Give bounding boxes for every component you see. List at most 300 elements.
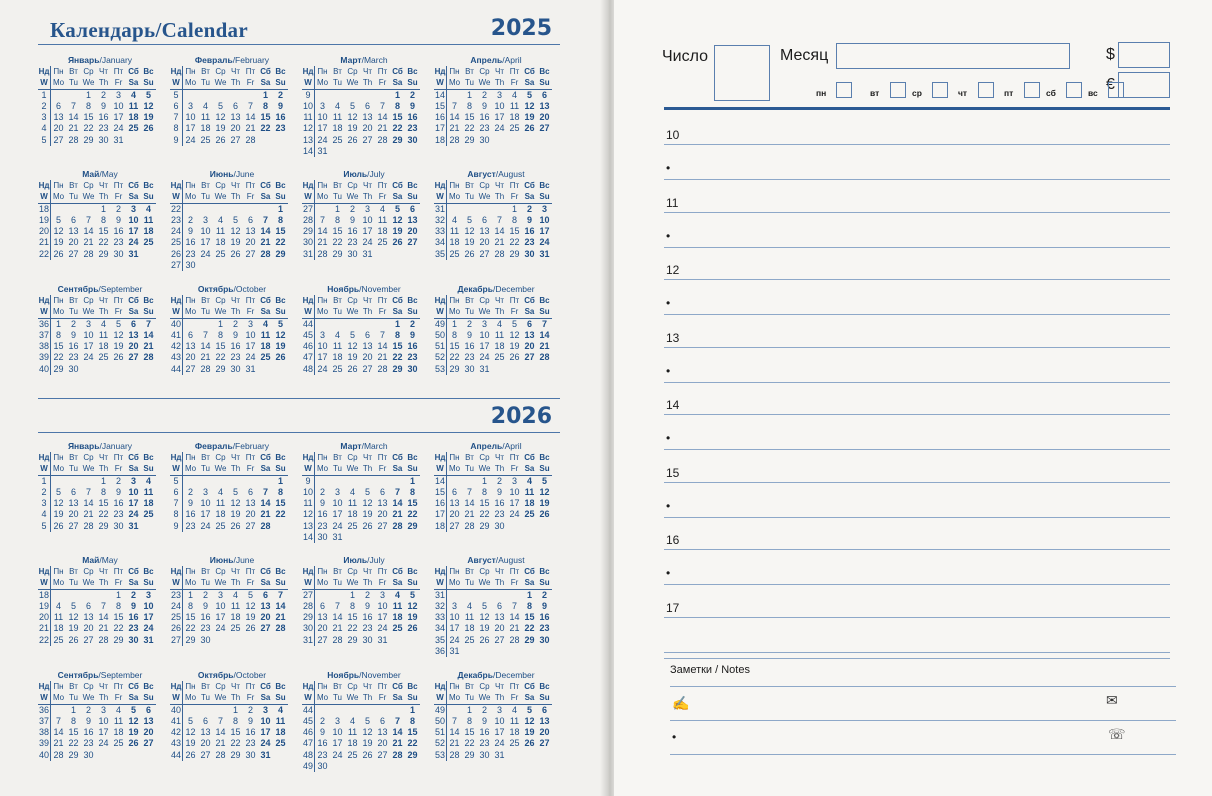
week-number: 9 bbox=[170, 521, 183, 532]
weekday-header: Tu bbox=[66, 77, 81, 89]
month-title bbox=[434, 284, 558, 295]
day-cell: 9 bbox=[202, 600, 208, 611]
day-cell: 14 bbox=[260, 498, 271, 509]
month-grid bbox=[434, 681, 558, 761]
weekday-header: Нд bbox=[170, 67, 182, 76]
day-cell: 31 bbox=[539, 248, 550, 259]
day-cell: 11 bbox=[113, 715, 124, 726]
day-cell: 4 bbox=[145, 203, 151, 214]
weekday-header: Sa bbox=[390, 306, 405, 318]
day-cell: 2 bbox=[409, 89, 415, 100]
day-cell: 30 bbox=[539, 634, 550, 645]
day-cell: 9 bbox=[247, 715, 253, 726]
month-name-en: /November bbox=[359, 670, 401, 680]
week-number: 40 bbox=[170, 318, 181, 329]
day-cell: 30 bbox=[407, 134, 418, 145]
day-cell: 25 bbox=[215, 520, 226, 531]
day-cell: 20 bbox=[245, 509, 256, 520]
day-cell: 23 bbox=[479, 738, 490, 749]
day-cell: 13 bbox=[524, 329, 535, 340]
weekday-header: Mo bbox=[183, 191, 198, 203]
day-cell: 5 bbox=[130, 704, 136, 715]
day-cell bbox=[315, 319, 330, 330]
day-cell: 15 bbox=[392, 341, 403, 352]
dollar-box[interactable] bbox=[1118, 42, 1170, 68]
day-cell: 19 bbox=[68, 623, 79, 634]
day-cell: 27 bbox=[539, 738, 550, 749]
day-cell: 19 bbox=[113, 341, 124, 352]
weekday-header: Ср bbox=[83, 296, 94, 305]
day-cell bbox=[507, 646, 522, 657]
hour-label-13: 13 bbox=[666, 330, 680, 345]
day-cell bbox=[360, 532, 375, 543]
day-cell: 14 bbox=[98, 612, 109, 623]
week-number: 1 bbox=[38, 476, 51, 487]
week-number: 4 bbox=[38, 123, 51, 134]
day-cell: 5 bbox=[247, 589, 253, 600]
day-cell: 26 bbox=[53, 520, 64, 531]
day-cell: 29 bbox=[524, 634, 535, 645]
day-cell bbox=[243, 204, 258, 215]
week-number: 11 bbox=[302, 498, 315, 509]
weekday-header: Пт bbox=[245, 67, 256, 76]
day-cell: 21 bbox=[464, 509, 475, 520]
day-cell bbox=[198, 476, 213, 487]
weekday-checkbox-вт[interactable] bbox=[890, 82, 906, 98]
day-cell: 23 bbox=[113, 509, 124, 520]
weekday-header: Tu bbox=[198, 306, 213, 318]
day-cell: 3 bbox=[319, 100, 325, 111]
month-block bbox=[434, 55, 558, 146]
day-cell: 8 bbox=[409, 715, 415, 726]
weekday-header: Mo bbox=[183, 306, 198, 318]
day-cell: 21 bbox=[509, 623, 520, 634]
weekday-header: Th bbox=[492, 577, 507, 589]
weekday-header: Вс bbox=[539, 181, 550, 190]
day-cell: 6 bbox=[526, 318, 532, 329]
day-cell: 16 bbox=[128, 612, 139, 623]
month-grid bbox=[38, 566, 162, 646]
month-name-ru: Май bbox=[82, 169, 100, 179]
week-number: 51 bbox=[434, 727, 445, 738]
week-number: 13 bbox=[302, 520, 313, 531]
month-name-ru: Май bbox=[82, 555, 100, 565]
day-cell: 11 bbox=[143, 214, 154, 225]
day-cell bbox=[51, 705, 66, 716]
day-cell: 26 bbox=[128, 738, 139, 749]
euro-label: € bbox=[1106, 76, 1115, 93]
day-cell: 23 bbox=[128, 623, 139, 634]
day-cell: 12 bbox=[230, 498, 241, 509]
weekday-header: Вт bbox=[201, 453, 210, 462]
weekday-header: Вс bbox=[143, 453, 154, 462]
day-cell: 10 bbox=[200, 498, 211, 509]
day-cell: 27 bbox=[362, 134, 373, 145]
month-block bbox=[170, 169, 294, 271]
weekday-header: W bbox=[38, 191, 51, 203]
week-number: 2 bbox=[38, 487, 51, 498]
month-name-en: /October bbox=[233, 284, 267, 294]
weekday-header: Вт bbox=[69, 567, 78, 576]
day-cell: 15 bbox=[275, 226, 286, 237]
month-name-en: /February bbox=[232, 441, 270, 451]
weekday-header: Th bbox=[228, 463, 243, 475]
weekday-header: Tu bbox=[462, 306, 477, 318]
week-number: 47 bbox=[302, 352, 313, 363]
day-cell: 26 bbox=[230, 248, 241, 259]
month-name-ru: Февраль bbox=[194, 441, 233, 451]
day-cell: 18 bbox=[128, 112, 139, 123]
week-number: 5 bbox=[170, 476, 183, 487]
month-title bbox=[38, 284, 162, 295]
week-number: 38 bbox=[38, 727, 49, 738]
day-cell: 3 bbox=[496, 704, 502, 715]
day-cell: 15 bbox=[83, 112, 94, 123]
weekday-header: Вс bbox=[539, 567, 550, 576]
day-cell: 31 bbox=[332, 532, 343, 543]
day-cell: 7 bbox=[394, 715, 400, 726]
weekday-header: Ср bbox=[83, 682, 94, 691]
weekday-header: Th bbox=[360, 577, 375, 589]
day-cell: 22 bbox=[392, 352, 403, 363]
day-cell: 5 bbox=[277, 318, 283, 329]
day-cell: 14 bbox=[494, 226, 505, 237]
day-cell: 12 bbox=[362, 498, 373, 509]
day-cell: 5 bbox=[394, 203, 400, 214]
day-cell: 14 bbox=[539, 329, 550, 340]
weekday-header: Нд bbox=[434, 181, 446, 190]
day-cell: 13 bbox=[494, 612, 505, 623]
month-grid bbox=[302, 681, 426, 772]
week-number: 20 bbox=[38, 226, 49, 237]
day-cell: 25 bbox=[509, 738, 520, 749]
month-grid bbox=[302, 295, 426, 375]
day-cell: 15 bbox=[449, 341, 460, 352]
day-cell: 23 bbox=[68, 352, 79, 363]
week-number: 37 bbox=[38, 329, 49, 340]
day-cell: 25 bbox=[260, 352, 271, 363]
day-cell: 18 bbox=[347, 738, 358, 749]
weekday-header: Пт bbox=[509, 296, 520, 305]
day-cell: 21 bbox=[68, 123, 79, 134]
weekday-header: Ср bbox=[215, 181, 226, 190]
day-cell: 11 bbox=[347, 498, 358, 509]
hour-label-11: 11 bbox=[666, 195, 679, 210]
month-block bbox=[302, 441, 426, 543]
date-box[interactable] bbox=[714, 45, 770, 101]
day-cell: 9 bbox=[232, 329, 238, 340]
day-cell: 3 bbox=[130, 203, 136, 214]
weekday-header: Пт bbox=[509, 181, 520, 190]
weekday-header: Tu bbox=[198, 77, 213, 89]
weekday-header: Чт bbox=[495, 453, 504, 462]
weekday-header: Вт bbox=[69, 682, 78, 691]
day-cell: 2 bbox=[187, 214, 193, 225]
weekday-header: Sa bbox=[258, 577, 273, 589]
week-number: 5 bbox=[38, 521, 51, 532]
day-cell: 6 bbox=[247, 214, 253, 225]
weekday-header: Сб bbox=[260, 682, 271, 691]
rule bbox=[670, 754, 1176, 755]
weekday-header: Su bbox=[537, 577, 552, 589]
day-cell: 28 bbox=[83, 520, 94, 531]
weekday-header: Su bbox=[405, 306, 420, 318]
day-cell: 15 bbox=[479, 498, 490, 509]
weekday-checkbox-чт[interactable] bbox=[978, 82, 994, 98]
week-number: 18 bbox=[434, 520, 445, 531]
weekday-header: Ср bbox=[83, 567, 94, 576]
week-number: 31 bbox=[434, 203, 445, 214]
hour-rule bbox=[664, 549, 1170, 550]
weekday-header: Нд bbox=[302, 67, 314, 76]
day-cell: 8 bbox=[466, 715, 472, 726]
week-number: 19 bbox=[38, 214, 49, 225]
week-number: 14 bbox=[434, 89, 445, 100]
day-cell: 7 bbox=[496, 214, 502, 225]
day-cell: 3 bbox=[451, 600, 457, 611]
weekday-header: Sa bbox=[126, 77, 141, 89]
day-cell bbox=[51, 90, 66, 101]
day-cell: 24 bbox=[539, 237, 550, 248]
week-number: 16 bbox=[434, 498, 445, 509]
weekday-header: Sa bbox=[258, 692, 273, 704]
day-cell bbox=[330, 319, 345, 330]
weekday-header: Sa bbox=[126, 191, 141, 203]
week-number: 2 bbox=[38, 101, 51, 112]
day-cell: 17 bbox=[377, 612, 388, 623]
weekday-checkbox-пт[interactable] bbox=[1024, 82, 1040, 98]
day-cell: 10 bbox=[332, 727, 343, 738]
weekday-header: Th bbox=[228, 77, 243, 89]
day-cell: 30 bbox=[347, 248, 358, 259]
day-cell bbox=[330, 90, 345, 101]
pen-icon: ✍ bbox=[672, 695, 690, 711]
weekday-header: Нд bbox=[38, 567, 50, 576]
day-cell bbox=[345, 146, 360, 157]
month-name-ru: Ноябрь bbox=[327, 670, 360, 680]
day-cell bbox=[330, 590, 345, 601]
day-cell: 7 bbox=[247, 100, 253, 111]
day-cell: 29 bbox=[407, 520, 418, 531]
week-number: 17 bbox=[434, 123, 445, 134]
weekday-header: We bbox=[345, 191, 360, 203]
day-cell: 7 bbox=[100, 600, 106, 611]
weekday-checkbox-сб[interactable] bbox=[1066, 82, 1082, 98]
day-cell bbox=[492, 590, 507, 601]
day-cell: 26 bbox=[185, 749, 196, 760]
weekday-header: Tu bbox=[66, 692, 81, 704]
hour-label-15: 15 bbox=[666, 465, 680, 480]
day-cell: 18 bbox=[332, 123, 343, 134]
day-cell: 27 bbox=[83, 634, 94, 645]
weekday-header: Ср bbox=[83, 67, 94, 76]
day-cell: 12 bbox=[524, 100, 535, 111]
month-name-ru: Июль bbox=[343, 169, 368, 179]
day-cell: 6 bbox=[262, 589, 268, 600]
day-cell: 21 bbox=[392, 509, 403, 520]
week-number: 34 bbox=[434, 623, 445, 634]
weekday-label-чт: чт bbox=[958, 88, 968, 98]
day-cell: 7 bbox=[379, 100, 385, 111]
day-cell: 31 bbox=[449, 646, 460, 657]
day-cell: 6 bbox=[364, 100, 370, 111]
euro-box[interactable] bbox=[1118, 72, 1170, 98]
day-cell: 7 bbox=[262, 486, 268, 497]
weekday-header: Сб bbox=[524, 67, 535, 76]
month-title bbox=[38, 670, 162, 681]
day-cell: 26 bbox=[509, 352, 520, 363]
weekday-header: We bbox=[81, 692, 96, 704]
weekday-header: Пн bbox=[449, 296, 460, 305]
weekday-header: Th bbox=[96, 577, 111, 589]
day-cell: 9 bbox=[187, 226, 193, 237]
day-cell bbox=[51, 476, 66, 487]
day-cell: 20 bbox=[185, 352, 196, 363]
day-cell bbox=[360, 476, 375, 487]
day-cell: 28 bbox=[143, 352, 154, 363]
day-cell bbox=[492, 135, 507, 146]
day-cell: 16 bbox=[464, 341, 475, 352]
weekday-header: Mo bbox=[447, 463, 462, 475]
day-cell: 8 bbox=[100, 214, 106, 225]
day-cell: 3 bbox=[334, 715, 340, 726]
weekday-header: Пн bbox=[449, 67, 460, 76]
weekday-header: Fr bbox=[507, 692, 522, 704]
weekday-header: Сб bbox=[128, 67, 139, 76]
weekday-header: W bbox=[434, 191, 447, 203]
weekday-header: Fr bbox=[243, 77, 258, 89]
day-cell: 15 bbox=[524, 612, 535, 623]
day-cell: 21 bbox=[377, 123, 388, 134]
day-cell: 10 bbox=[539, 214, 550, 225]
weekday-header: Вс bbox=[539, 67, 550, 76]
week-number: 3 bbox=[38, 112, 51, 123]
weekday-header: Вт bbox=[465, 453, 474, 462]
weekday-checkbox-ср[interactable] bbox=[932, 82, 948, 98]
day-cell: 21 bbox=[377, 352, 388, 363]
day-cell: 4 bbox=[511, 89, 517, 100]
day-cell: 24 bbox=[362, 237, 373, 248]
day-cell: 23 bbox=[407, 352, 418, 363]
month-name-ru: Март bbox=[340, 55, 362, 65]
week-number: 7 bbox=[170, 112, 183, 123]
week-number: 14 bbox=[434, 475, 445, 486]
day-cell: 4 bbox=[349, 486, 355, 497]
day-cell: 6 bbox=[232, 100, 238, 111]
day-cell: 5 bbox=[145, 89, 151, 100]
day-cell: 22 bbox=[449, 352, 460, 363]
day-cell: 29 bbox=[68, 749, 79, 760]
day-cell: 4 bbox=[334, 329, 340, 340]
day-cell bbox=[405, 249, 420, 260]
month-name-ru: Февраль bbox=[194, 55, 233, 65]
day-cell: 9 bbox=[277, 100, 283, 111]
month-box[interactable] bbox=[836, 43, 1070, 69]
day-cell: 14 bbox=[245, 112, 256, 123]
day-cell: 10 bbox=[317, 341, 328, 352]
calendar-page bbox=[0, 0, 604, 796]
day-cell bbox=[477, 590, 492, 601]
day-cell: 1 bbox=[100, 475, 106, 486]
day-cell: 4 bbox=[526, 475, 532, 486]
day-cell: 11 bbox=[215, 498, 226, 509]
day-cell: 12 bbox=[392, 214, 403, 225]
day-cell: 31 bbox=[317, 146, 328, 157]
month-block bbox=[38, 169, 162, 260]
day-cell: 28 bbox=[260, 520, 271, 531]
weekday-header: Сб bbox=[128, 296, 139, 305]
month-block bbox=[302, 670, 426, 772]
day-cell: 15 bbox=[509, 226, 520, 237]
day-cell: 27 bbox=[143, 738, 154, 749]
month-title bbox=[302, 169, 426, 180]
month-name-ru: Декабрь bbox=[457, 670, 493, 680]
day-cell bbox=[198, 260, 213, 271]
weekday-header: Сб bbox=[524, 181, 535, 190]
day-cell: 16 bbox=[407, 341, 418, 352]
weekday-header: Ср bbox=[215, 296, 226, 305]
day-cell: 26 bbox=[230, 520, 241, 531]
day-cell bbox=[228, 90, 243, 101]
day-cell: 15 bbox=[230, 727, 241, 738]
weekday-checkbox-пн[interactable] bbox=[836, 82, 852, 98]
day-cell: 29 bbox=[215, 363, 226, 374]
weekday-header: Su bbox=[405, 577, 420, 589]
day-cell: 5 bbox=[526, 89, 532, 100]
day-cell: 14 bbox=[83, 226, 94, 237]
day-cell: 21 bbox=[260, 237, 271, 248]
weekday-header: Su bbox=[273, 692, 288, 704]
weekday-checkbox-вс[interactable] bbox=[1108, 82, 1124, 98]
day-cell: 18 bbox=[143, 498, 154, 509]
day-cell: 14 bbox=[509, 612, 520, 623]
day-cell bbox=[273, 260, 288, 271]
day-cell: 7 bbox=[319, 214, 325, 225]
weekday-header: Tu bbox=[66, 577, 81, 589]
weekday-header: Ср bbox=[479, 296, 490, 305]
day-cell: 4 bbox=[511, 704, 517, 715]
weekday-header: Fr bbox=[243, 191, 258, 203]
weekday-header: Нд bbox=[170, 296, 182, 305]
week-number: 35 bbox=[434, 634, 445, 645]
weekday-header: Ср bbox=[347, 181, 358, 190]
day-cell: 23 bbox=[113, 237, 124, 248]
day-cell: 29 bbox=[392, 134, 403, 145]
day-cell: 1 bbox=[409, 475, 415, 486]
day-cell: 8 bbox=[262, 100, 268, 111]
day-cell: 1 bbox=[232, 704, 238, 715]
day-cell: 15 bbox=[98, 498, 109, 509]
day-cell: 2 bbox=[541, 589, 547, 600]
day-cell: 21 bbox=[245, 123, 256, 134]
weekday-header: Пн bbox=[449, 682, 460, 691]
day-cell: 6 bbox=[451, 486, 457, 497]
day-cell bbox=[213, 635, 228, 646]
day-cell: 21 bbox=[392, 738, 403, 749]
day-cell: 26 bbox=[53, 248, 64, 259]
day-cell: 25 bbox=[53, 634, 64, 645]
week-number: 9 bbox=[302, 476, 315, 487]
month-title bbox=[302, 555, 426, 566]
day-cell: 10 bbox=[494, 715, 505, 726]
day-cell: 8 bbox=[394, 100, 400, 111]
day-cell: 31 bbox=[143, 634, 154, 645]
day-cell: 21 bbox=[275, 612, 286, 623]
day-cell: 26 bbox=[479, 634, 490, 645]
weekday-header: Tu bbox=[462, 191, 477, 203]
weekday-header: Пт bbox=[113, 296, 124, 305]
weekday-header: Сб bbox=[392, 567, 403, 576]
